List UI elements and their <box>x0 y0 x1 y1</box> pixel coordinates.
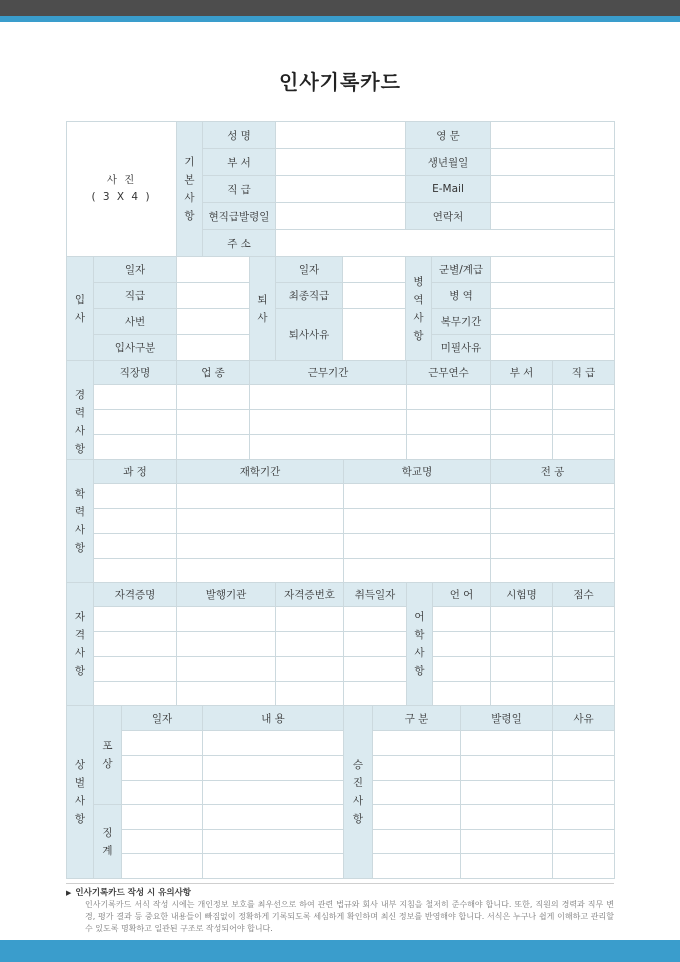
career-header: 근무기간 <box>250 361 407 385</box>
military-period-field[interactable] <box>491 309 615 335</box>
language-header: 점수 <box>553 583 615 607</box>
appoint-date-field[interactable] <box>276 203 406 230</box>
table-row <box>67 484 615 509</box>
military-group-label: 병역사항 <box>406 257 432 361</box>
military-service-field[interactable] <box>491 283 615 309</box>
notes-title: 인사기록카드 작성 시 유의사항 <box>75 888 192 898</box>
leave-reason-field[interactable] <box>343 309 406 361</box>
join-rank-field[interactable] <box>177 283 250 309</box>
license-header: 취득일자 <box>344 583 407 607</box>
career-header: 직 급 <box>553 361 615 385</box>
table-row <box>67 534 615 559</box>
promotion-header: 구 분 <box>373 706 461 731</box>
career-header: 직장명 <box>94 361 177 385</box>
table-row <box>67 854 615 879</box>
military-branch-label: 군별/계급 <box>432 257 491 283</box>
awards-header: 일자 <box>122 706 203 731</box>
appoint-date-label: 현직급발령일 <box>203 203 276 230</box>
language-group-label: 어학사항 <box>407 583 433 706</box>
license-header: 자격증명 <box>94 583 177 607</box>
leave-reason-label: 퇴사사유 <box>276 309 343 361</box>
table-row <box>67 731 615 756</box>
emp-no-label: 사번 <box>94 309 177 335</box>
bottom-bar <box>0 940 680 962</box>
basic-info-table <box>66 121 615 257</box>
table-row <box>67 781 615 805</box>
awards-group-label: 상벌사항 <box>67 706 94 879</box>
table-row <box>67 410 615 435</box>
military-branch-field[interactable] <box>491 257 615 283</box>
email-field[interactable] <box>491 176 615 203</box>
contact-field[interactable] <box>491 203 615 230</box>
birth-field[interactable] <box>491 149 615 176</box>
license-header: 발행기관 <box>177 583 276 607</box>
join-date-field[interactable] <box>177 257 250 283</box>
top-bar <box>0 0 680 16</box>
table-row <box>67 632 615 657</box>
photo-size: ( 3 X 4 ) <box>91 191 152 203</box>
rank-label: 직 급 <box>203 176 276 203</box>
join-rank-label: 직급 <box>94 283 177 309</box>
language-header: 언 어 <box>433 583 491 607</box>
name-field[interactable] <box>276 122 406 149</box>
education-header: 학교명 <box>344 460 491 484</box>
join-type-field[interactable] <box>177 335 250 361</box>
leave-date-label: 일자 <box>276 257 343 283</box>
join-leave-military-table <box>66 256 615 361</box>
dept-label: 부 서 <box>203 149 276 176</box>
career-header: 근무연수 <box>407 361 491 385</box>
english-name-label: 영 문 <box>406 122 491 149</box>
table-row <box>67 657 615 682</box>
join-type-label: 입사구분 <box>94 335 177 361</box>
education-header: 재학기간 <box>177 460 344 484</box>
license-language-table <box>66 582 615 706</box>
promotion-group-label: 승진사항 <box>344 706 373 879</box>
basic-group-label: 기본사항 <box>177 122 203 257</box>
career-group-label: 경력사항 <box>67 361 94 484</box>
final-rank-label: 최종직급 <box>276 283 343 309</box>
promotion-header: 사유 <box>553 706 615 731</box>
address-field[interactable] <box>276 230 615 257</box>
table-row <box>67 559 615 583</box>
discipline-label: 징계 <box>94 805 122 879</box>
license-header: 자격증번호 <box>276 583 344 607</box>
table-row <box>67 805 615 830</box>
career-header: 업 종 <box>177 361 250 385</box>
photo-label: 사 진 <box>106 174 137 186</box>
join-group-label: 입사 <box>67 257 94 361</box>
table-row <box>67 756 615 781</box>
table-row <box>67 435 615 460</box>
page-title: 인사기록카드 <box>279 70 401 94</box>
birth-label: 생년월일 <box>406 149 491 176</box>
reward-label: 포상 <box>94 706 122 805</box>
final-rank-field[interactable] <box>343 283 406 309</box>
career-header: 부 서 <box>491 361 553 385</box>
table-row <box>67 830 615 854</box>
education-header: 과 정 <box>94 460 177 484</box>
license-group-label: 자격사항 <box>67 583 94 706</box>
military-exempt-field[interactable] <box>491 335 615 361</box>
promotion-header: 발령일 <box>461 706 553 731</box>
leave-date-field[interactable] <box>343 257 406 283</box>
leave-group-label: 퇴사 <box>250 257 276 361</box>
photo-area[interactable] <box>67 122 177 257</box>
military-period-label: 복무기간 <box>432 309 491 335</box>
awards-promotion-table <box>66 705 615 879</box>
dept-field[interactable] <box>276 149 406 176</box>
military-exempt-label: 미필사유 <box>432 335 491 361</box>
join-date-label: 일자 <box>94 257 177 283</box>
emp-no-field[interactable] <box>177 309 250 335</box>
education-header: 전 공 <box>491 460 615 484</box>
table-row <box>67 385 615 410</box>
table-row <box>67 682 615 706</box>
rank-field[interactable] <box>276 176 406 203</box>
top-accent-stripe <box>0 16 680 22</box>
notes-title-row <box>66 887 614 899</box>
language-header: 시험명 <box>491 583 553 607</box>
contact-label: 연락처 <box>406 203 491 230</box>
email-label: E-Mail <box>406 176 491 203</box>
notes-body: 인사기록카드 서식 작성 시에는 개인정보 보호를 최우선으로 하여 관련 법규와 회사 내부 지침을 철저히 준수해야 합니다. 또한, 직원의 경력과 직무 변경, 평가 결과 등 중요한 내용들이 빠짐없이 정확하게 기록되도록 세심하게 확인하며 최신 정보를 반영해야 합니다. 서식은 누구나 쉽게 이해하고 관리할 수 있도록 명확하고 일관된 구조로 작성되어야 합니다. <box>85 900 614 933</box>
triangle-right-icon: ▶ <box>66 889 72 897</box>
table-row <box>67 509 615 534</box>
education-group-label: 학력사항 <box>67 460 94 583</box>
awards-header: 내 용 <box>203 706 344 731</box>
address-label: 주 소 <box>203 230 276 257</box>
english-name-field[interactable] <box>491 122 615 149</box>
military-service-label: 병 역 <box>432 283 491 309</box>
table-row <box>67 607 615 632</box>
education-table <box>66 459 615 583</box>
name-label: 성 명 <box>203 122 276 149</box>
notes-section <box>66 883 614 935</box>
